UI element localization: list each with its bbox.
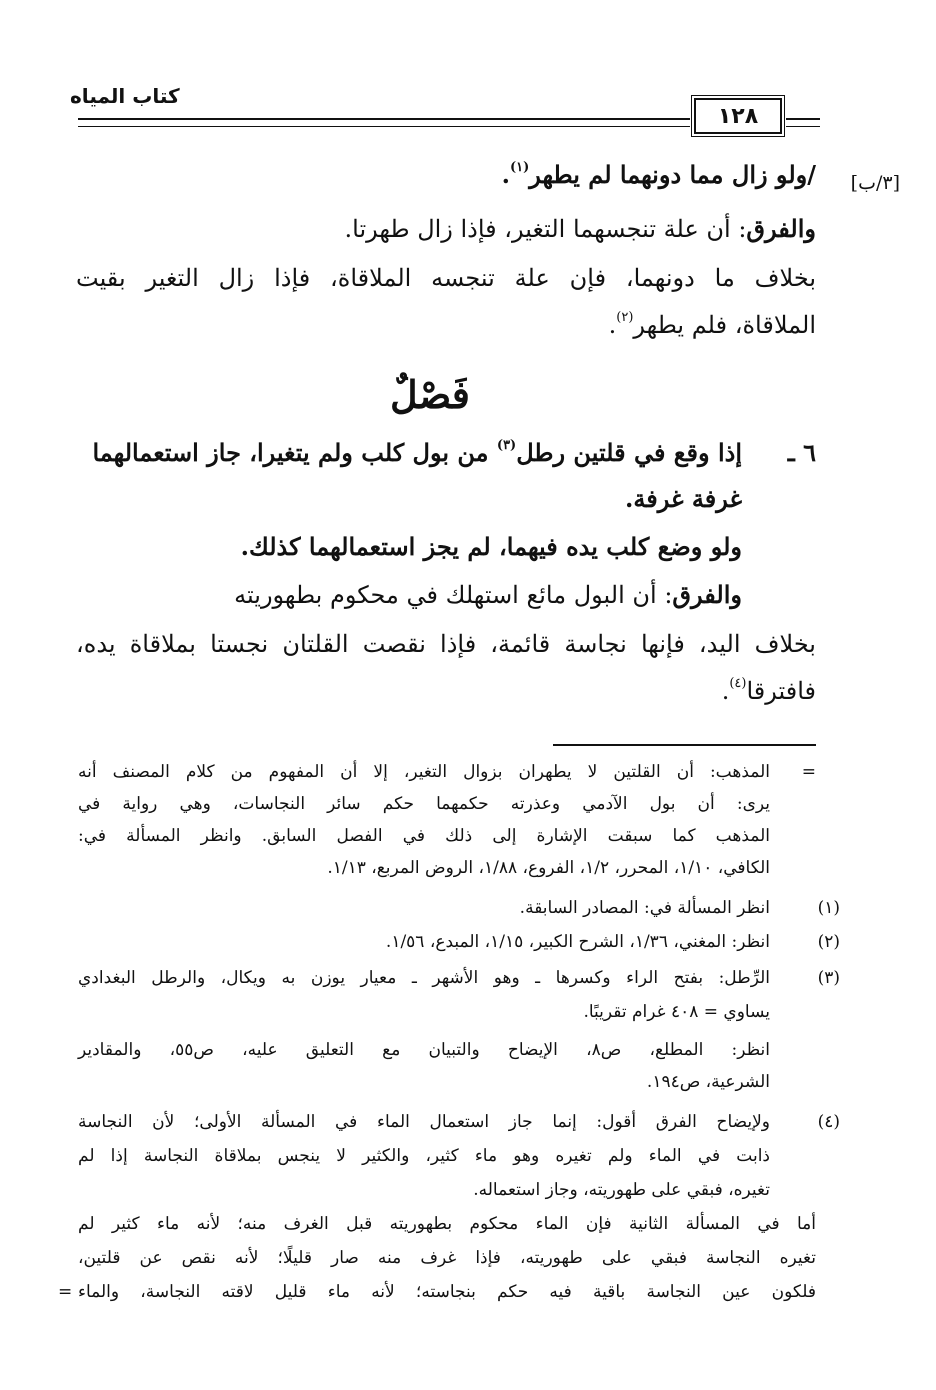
manuscript-folio-reference: [٣/ب] (850, 172, 900, 194)
main-line: ولو وضع كلب يده فيهما، لم يجز استعمالهما كذلك. (240, 532, 742, 561)
main-line-end: . (721, 677, 730, 705)
footnote-line: الشرعية، ص١٩٤. (646, 1072, 770, 1092)
main-line-text: : أن البول مائع استهلك في محكوم بطهوريته (234, 581, 673, 609)
main-line-text: إذا وقع في قلتين رطل (516, 438, 742, 467)
running-header-title: كتاب المياه (70, 84, 180, 108)
footnote-line: تغيره، فبقي على طهوريته، وجاز استعماله. (473, 1180, 770, 1200)
footnote-line: انظر: المطلع، ص٨، الإيضاح والتبيان مع التعليق عليه، ص٥٥، والمقادير (78, 1040, 770, 1060)
difference-label: والفرق (672, 580, 742, 609)
footnote-ref: (٢) (616, 310, 634, 325)
main-line-end: . (608, 311, 617, 339)
footnote-line: تغيره النجاسة فبقي على طهوريته، فإذا غرف منه صار قليلًا؛ لأنه نقص عن قلتين، (78, 1248, 816, 1268)
main-line-text: /ولو زال مما دونهما لم يطهر (529, 160, 816, 189)
footnote-line: انظر المسألة في: المصادر السابقة. (519, 898, 770, 918)
footnote-ref: (٤) (729, 676, 747, 691)
footnote-ref: (١) (509, 160, 530, 175)
footnote-separator (553, 744, 816, 746)
section-heading: فَصْلٌ (390, 372, 470, 417)
difference-label: والفرق (746, 214, 816, 243)
main-line: بخلاف ما دونهما، فإن علة تنجسه الملاقاة، فإذا زال التغير بقيت (76, 264, 816, 292)
main-line (722, 676, 816, 705)
main-line-text: فافترقا (746, 677, 816, 705)
footnote-line: ولإيضاح الفرق أقول: إنما جاز استعمال الماء في المسألة الأولى؛ لأن النجاسة (78, 1112, 770, 1132)
footnote-continues-mark: = (58, 1282, 73, 1302)
footnote-line: فلكون عين النجاسة باقية فيه حكم بنجاسته؛ لأنه ماء قليل لاقته النجاسة، والماء (78, 1282, 816, 1302)
main-line-text: من بول كلب ولم يتغيرا، جاز استعمالهما (92, 438, 497, 467)
footnote-line: يساوي = ٤٠٨ غرام تقريبًا. (583, 1002, 770, 1022)
main-line: غرفة غرفة. (625, 484, 742, 513)
footnote-number: (٤) (817, 1112, 840, 1132)
footnote-line: أما في المسألة الثانية فإن الماء محكوم بطهوريته قبل الغرف منه؛ لأنه ماء كثير لم (78, 1214, 816, 1234)
footnote-line: يرى: أن بول الآدمي وعذرته حكمهما حكم سائر النجاسات، وهي رواية في (78, 794, 770, 814)
footnote-line: الكافي، ١/١٠، المحرر، ١/٢، الفروع، ١/٨٨، الروض المربع، ١/١٣. (327, 858, 770, 878)
main-line-end: . (501, 160, 510, 189)
main-line (234, 580, 742, 609)
main-line-text: الملاقاة، فلم يطهر (633, 311, 816, 339)
main-text-section (76, 0, 816, 720)
footnote-number: (١) (817, 898, 840, 918)
footnote-number: (٢) (817, 932, 840, 952)
footnote-line: المذهب: أن القلتين لا يطهران بزوال التغير، إلا أن المفهوم من كلام المصنف أنه (78, 762, 770, 782)
footnote-line: الرِّطل: بفتح الراء وكسرها ـ وهو الأشهر ـ معيار يوزن به ويكال، والرطل البغدادي (78, 968, 770, 988)
footnote-continuation-mark: = (801, 762, 816, 782)
main-line-text: : أن علة تنجسهما التغير، فإذا زال طهرتا. (344, 215, 747, 243)
item-number: ٦ ـ (787, 438, 816, 467)
footnote-line: ذابت في الماء ولم تغيره وهو ماء كثير، والكثير لا ينجس بملاقاة النجاسة إذا لم (78, 1146, 770, 1166)
page-number: ١٢٨ (717, 103, 759, 129)
footnote-line: انظر: المغني، ١/٣٦، الشرح الكبير، ١/١٥، المبدع، ١/٥٦. (385, 932, 770, 952)
footnote-ref: (٣) (496, 438, 517, 453)
main-line (92, 438, 742, 467)
footnote-line: المذهب كما سبقت الإشارة إلى ذلك في الفصل السابق. وانظر المسألة في: (78, 826, 770, 846)
footnote-number: (٣) (817, 968, 840, 988)
main-line: بخلاف اليد، فإنها نجاسة قائمة، فإذا نقصت القلتان نجستا بملاقاة يده، (76, 630, 816, 658)
